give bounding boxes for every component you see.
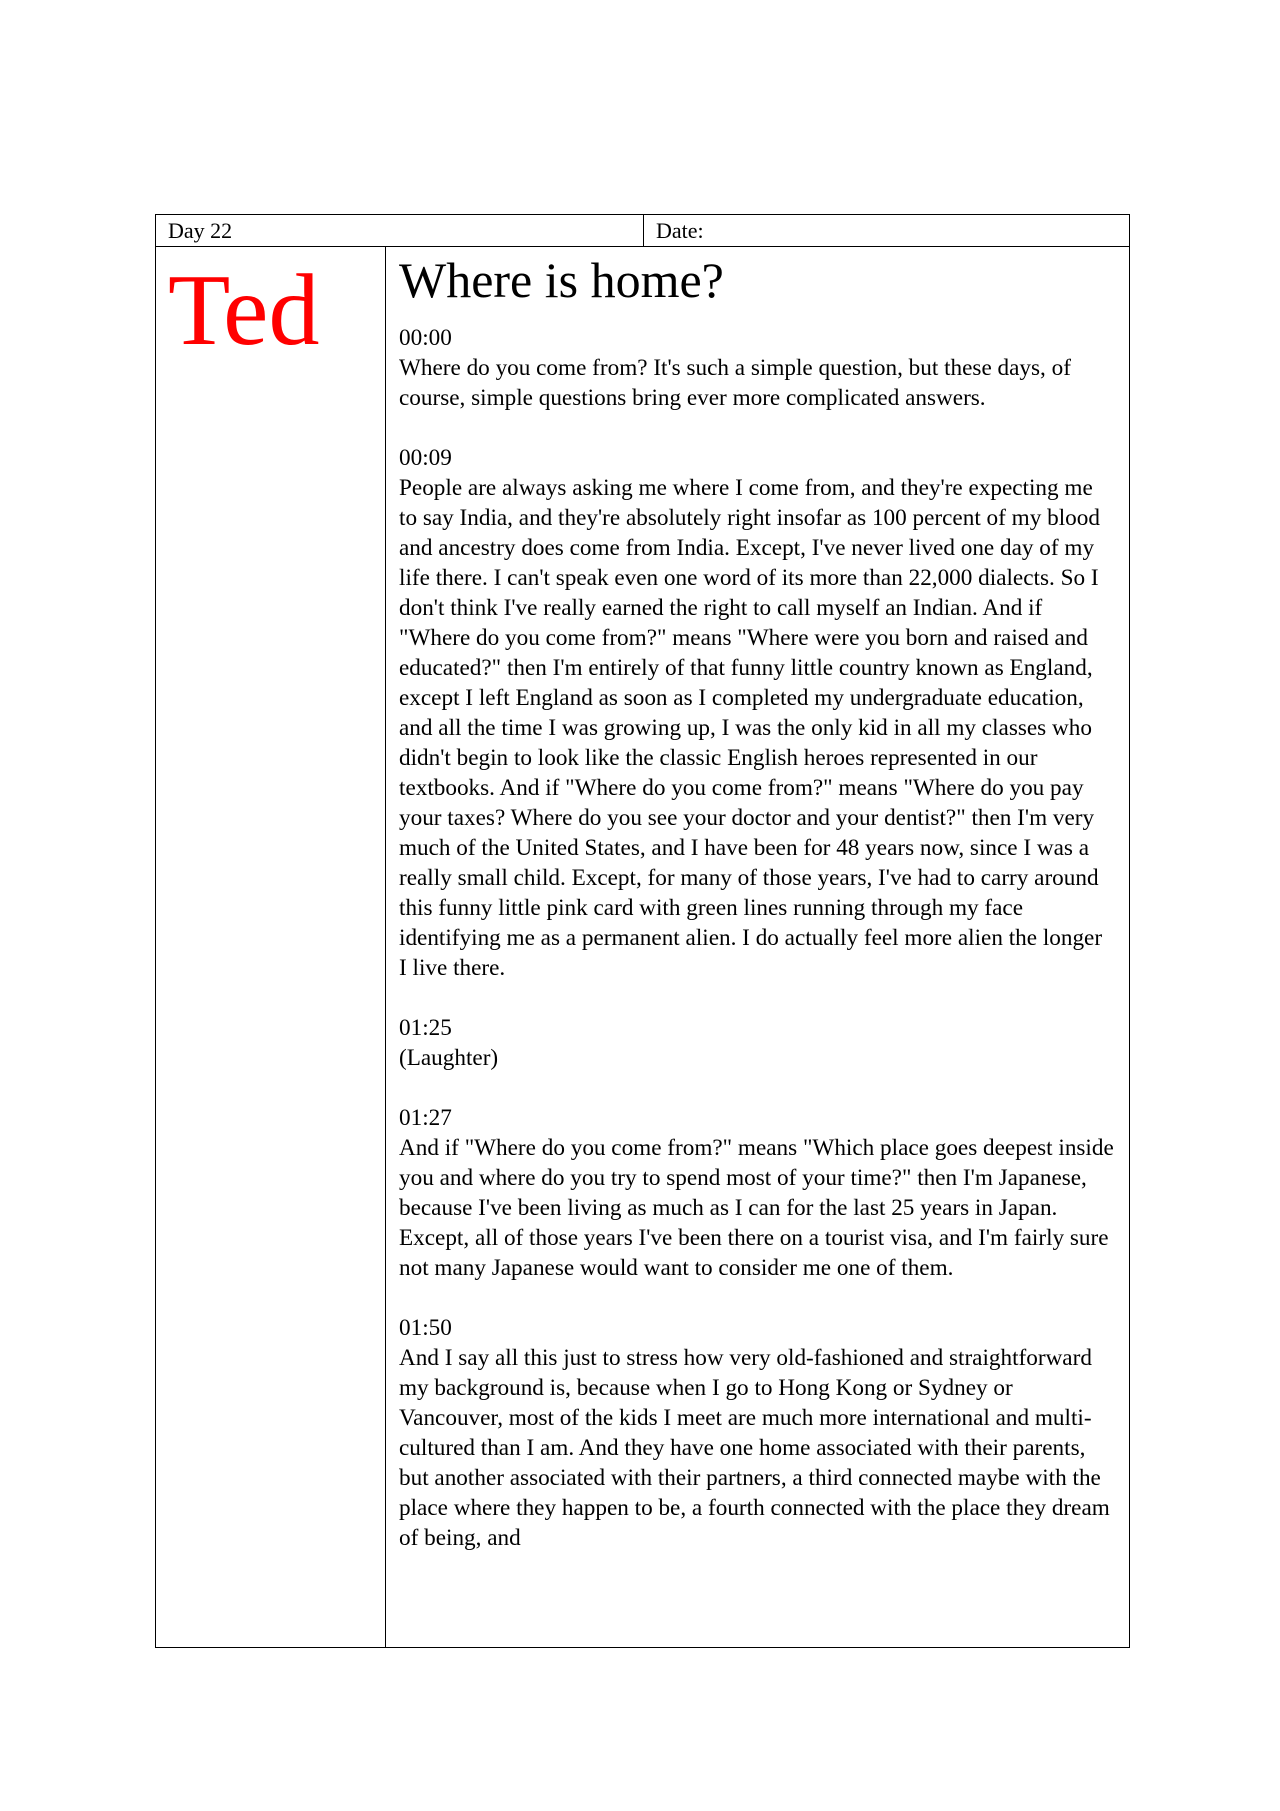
timestamp: 01:50 xyxy=(399,1315,452,1341)
header-row xyxy=(156,215,1129,247)
day-label: Day 22 xyxy=(168,218,233,243)
timestamp: 00:00 xyxy=(399,325,452,351)
paragraph-text: People are always asking me where I come from, and they're expecting me to say India, and they're absolutely right insofar as 100 percent of my blood and ancestry does come from India. Except, I've never lived one day of my life there. I can't speak even one word of its more than 22,000 dialects. So I don't think I've really earned the right to call myself an Indian. And if "Where do you come from?" means "Where were you born and raised and educated?" then I'm entirely of that funny little country known as England, except I left England as soon as I completed my undergraduate education, and all the time I was growing up, I was the only kid in all my classes who didn't begin to look like the classic English heroes represented in our textbooks. And if "Where do you come from?" means "Where do you pay your taxes? Where do you see your doctor and your dentist?" then I'm very much of the United States, and I have been for 48 years now, since I was a really small child. Except, for many of those years, I've had to carry around this funny little pink card with green lines running through my face identifying me as a permanent alien. I do actually feel more alien the longer I live there. xyxy=(399,475,1103,981)
transcript-paragraph xyxy=(399,443,1115,983)
page-title: Where is home? xyxy=(399,252,724,308)
side-column xyxy=(156,247,386,1647)
transcript-paragraph xyxy=(399,323,1115,413)
timestamp: 01:27 xyxy=(399,1105,452,1131)
worksheet-table xyxy=(155,214,1130,1648)
timestamp: 00:09 xyxy=(399,445,452,471)
paragraph-text: And I say all this just to stress how very old-fashioned and straightforward my background is, because when I go to Hong Kong or Sydney or Vancouver, most of the kids I meet are much more international and multi-cultured than I am. And they have one home associated with their parents, but another associated with their partners, a third connected maybe with the place where they happen to be, a fourth connected with the place they dream of being, and xyxy=(399,1345,1110,1551)
date-label: Date: xyxy=(643,215,1129,246)
paragraph-text: Where do you come from? It's such a simple question, but these days, of course, simple questions bring ever more complicated answers. xyxy=(399,355,1071,411)
timestamp: 01:25 xyxy=(399,1015,452,1041)
source-label: Ted xyxy=(168,254,320,367)
paragraph-text: And if "Where do you come from?" means "Which place goes deepest inside you and where do you try to spend most of your time?" then I'm Japanese, because I've been living as much as I can for the last 25 years in Japan. Except, all of those years I've been there on a tourist visa, and I'm fairly sure not many Japanese would want to consider me one of them. xyxy=(399,1135,1114,1281)
paragraph-text: (Laughter) xyxy=(399,1045,499,1071)
transcript-paragraph xyxy=(399,1103,1115,1283)
transcript-paragraph xyxy=(399,1313,1115,1553)
transcript-column xyxy=(387,247,1129,1647)
transcript-paragraph xyxy=(399,1013,1115,1073)
